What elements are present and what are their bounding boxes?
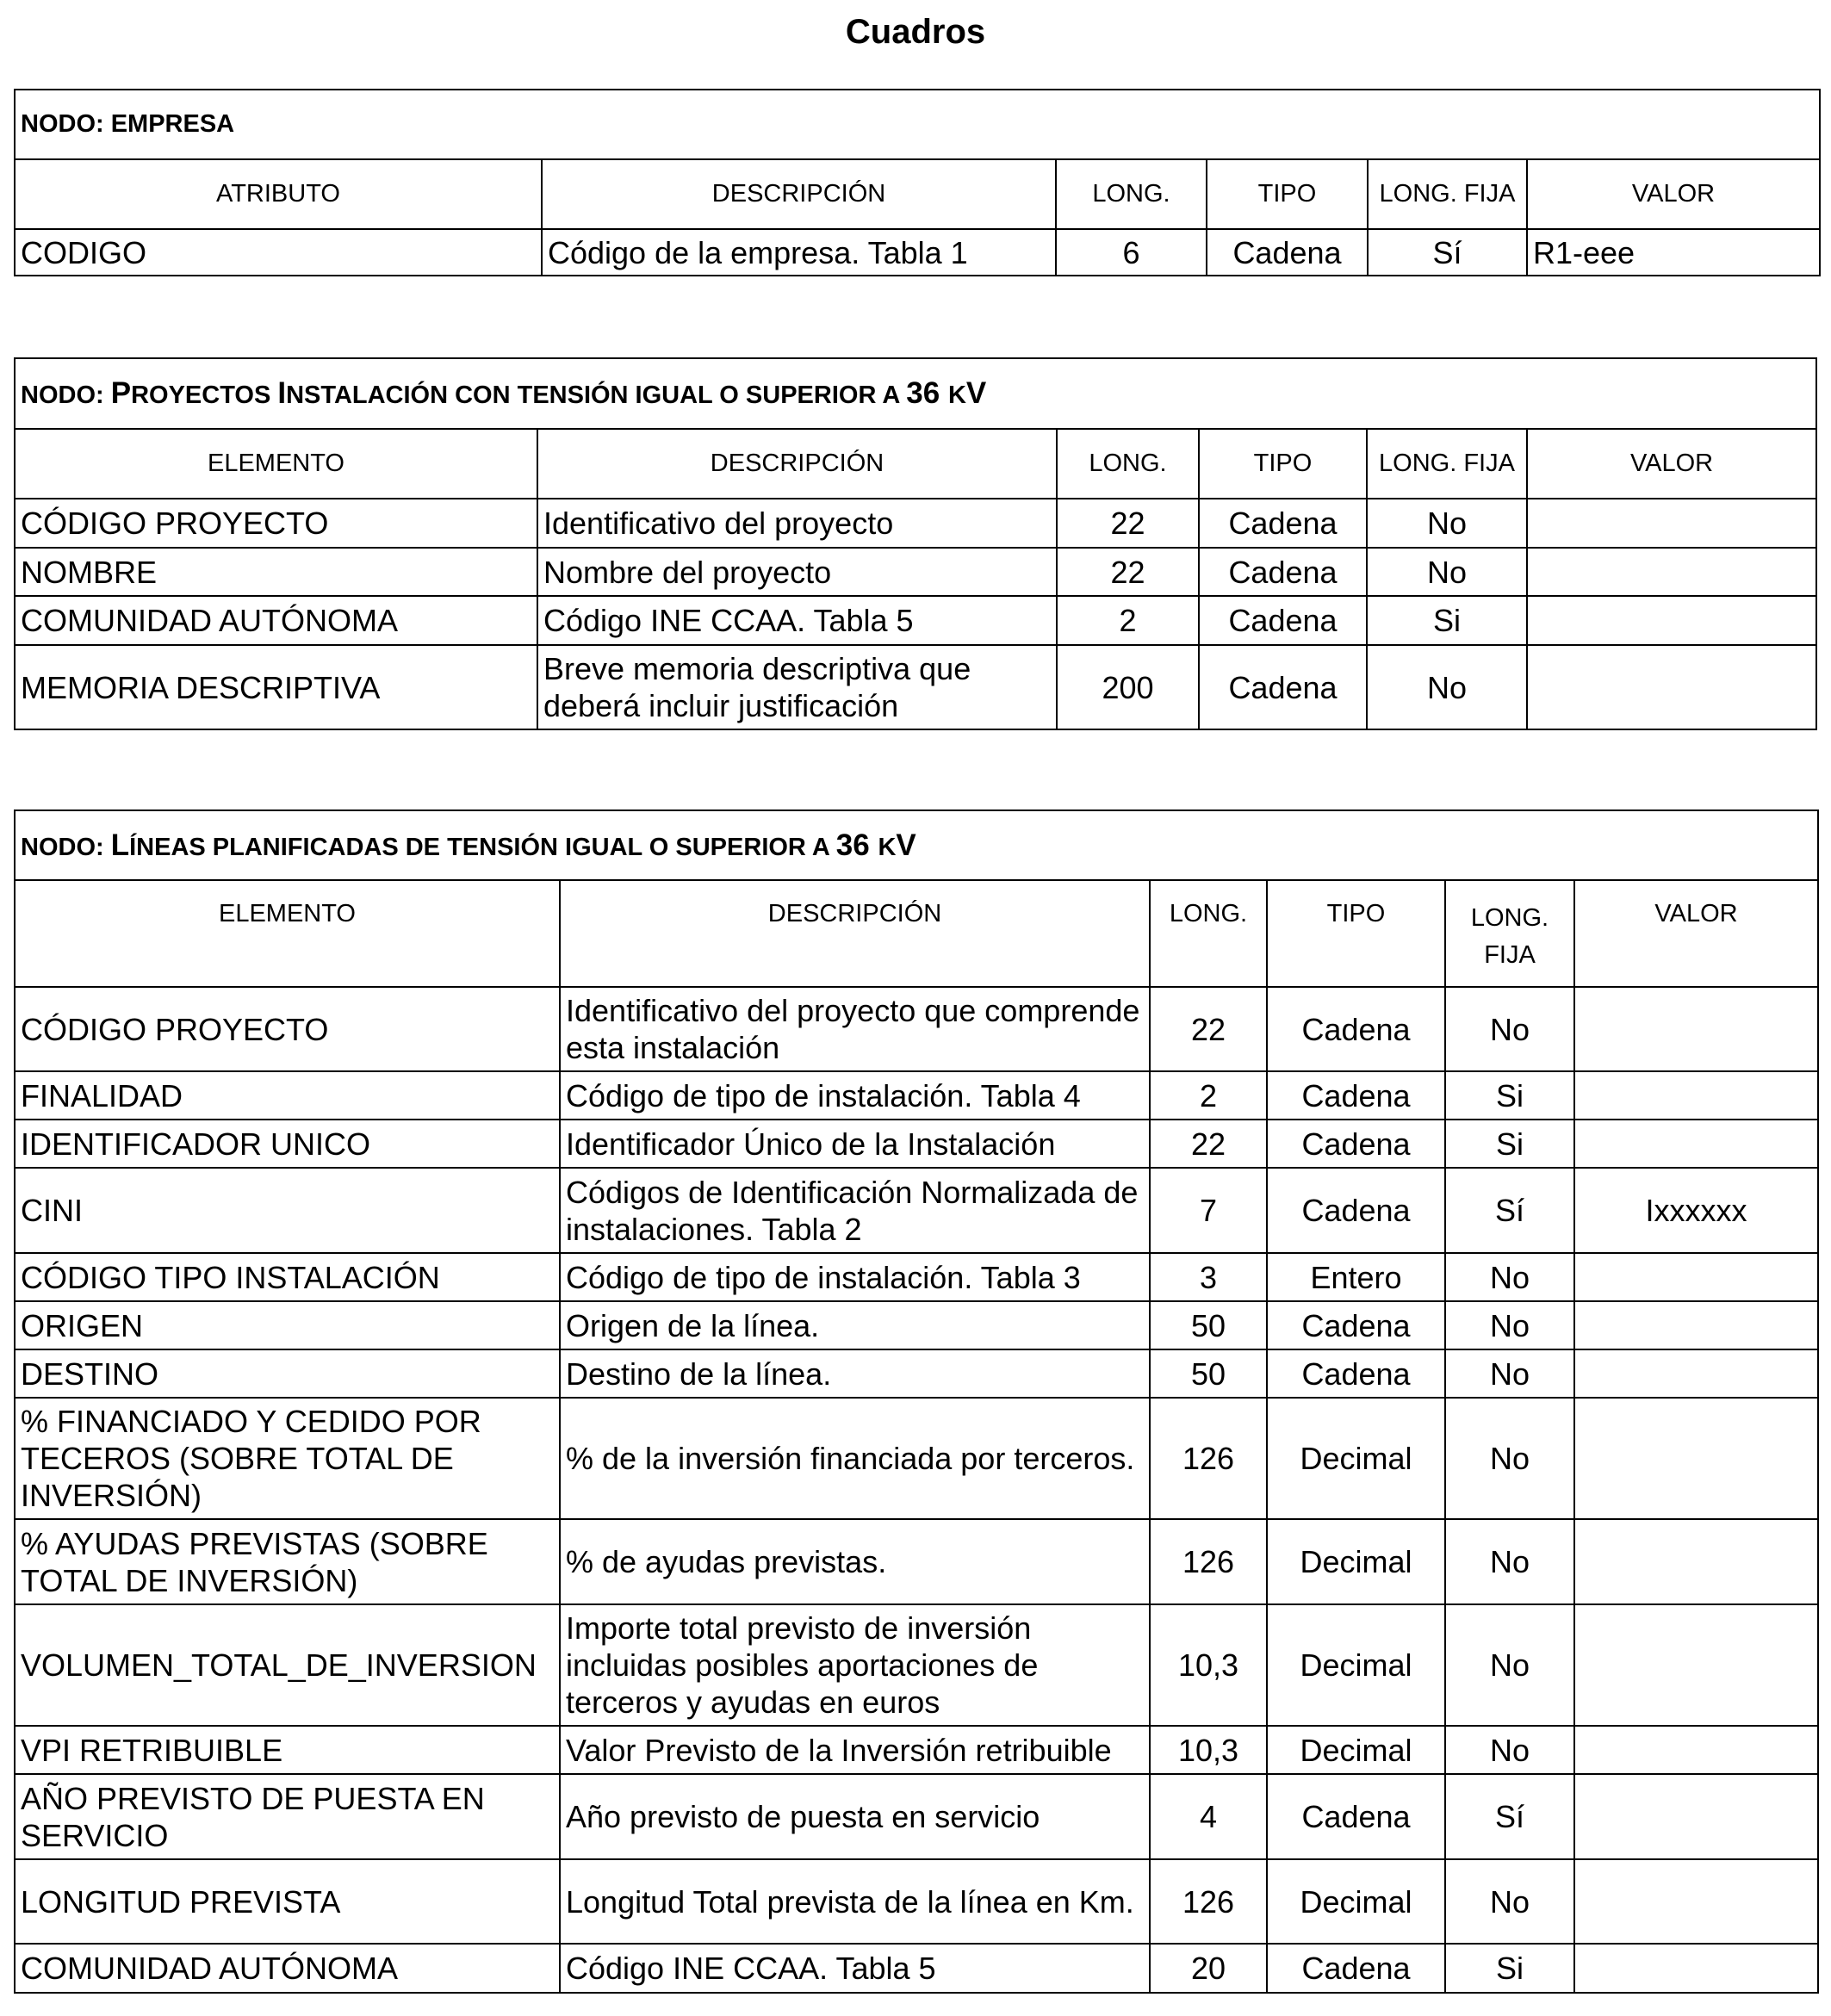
cell-element: COMUNIDAD AUTÓNOMA (15, 596, 537, 645)
table-row (15, 499, 1816, 548)
cell-type: Cadena (1199, 645, 1367, 729)
cell-length: 7 (1150, 1168, 1267, 1253)
cell-element: FINALIDAD (15, 1071, 560, 1120)
cell-value: R1-eee (1527, 229, 1820, 276)
column-header: LONG. FIJA (1368, 159, 1527, 229)
cell-element: CÓDIGO TIPO INSTALACIÓN (15, 1253, 560, 1301)
column-header: LONG. (1150, 880, 1267, 987)
node-header: NODO: LÍNEAS PLANIFICADAS DE TENSIÓN IGUAL O SUPERIOR A 36 KV (15, 810, 1818, 880)
cell-fixed-length: No (1445, 987, 1574, 1071)
cell-value (1527, 499, 1816, 548)
cell-length: 2 (1150, 1071, 1267, 1120)
cell-value (1574, 1120, 1818, 1168)
cell-length: 200 (1057, 645, 1199, 729)
cell-fixed-length: Sí (1445, 1168, 1574, 1253)
cell-fixed-length: No (1445, 1519, 1574, 1604)
cell-element: IDENTIFICADOR UNICO (15, 1120, 560, 1168)
cell-element: VOLUMEN_TOTAL_DE_INVERSION (15, 1604, 560, 1726)
cell-type: Decimal (1267, 1519, 1445, 1604)
cell-type: Decimal (1267, 1859, 1445, 1944)
cell-length: 22 (1150, 1120, 1267, 1168)
cell-type: Cadena (1199, 499, 1367, 548)
cell-length: 10,3 (1150, 1726, 1267, 1774)
column-header: ELEMENTO (15, 880, 560, 987)
cell-type: Cadena (1267, 1301, 1445, 1349)
cell-element: VPI RETRIBUIBLE (15, 1726, 560, 1774)
table-row (15, 1726, 1818, 1774)
table-row (15, 1168, 1818, 1253)
column-header: DESCRIPCIÓN (560, 880, 1150, 987)
cell-element: % AYUDAS PREVISTAS (SOBRE TOTAL DE INVERSIÓN) (15, 1519, 560, 1604)
table-row (15, 1120, 1818, 1168)
table-row (15, 1398, 1818, 1519)
table-row (15, 1253, 1818, 1301)
cell-description: Breve memoria descriptiva que deberá incluir justificación (537, 645, 1057, 729)
cell-value (1574, 1944, 1818, 1993)
cell-element: CÓDIGO PROYECTO (15, 987, 560, 1071)
cell-element: NOMBRE (15, 548, 537, 596)
cell-length: 50 (1150, 1301, 1267, 1349)
cell-value (1574, 1301, 1818, 1349)
cell-value (1574, 1349, 1818, 1398)
cell-type: Decimal (1267, 1398, 1445, 1519)
cell-value: Ixxxxxx (1574, 1168, 1818, 1253)
cell-fixed-length: No (1445, 1604, 1574, 1726)
cell-length: 22 (1057, 548, 1199, 596)
node-table-proyectos (14, 357, 1817, 730)
cell-fixed-length: No (1445, 1726, 1574, 1774)
cell-type: Cadena (1267, 1944, 1445, 1993)
column-header: LONG. (1057, 429, 1199, 499)
cell-fixed-length: Sí (1368, 229, 1527, 276)
table-row (15, 1519, 1818, 1604)
table-row (15, 1301, 1818, 1349)
cell-description: Código de tipo de instalación. Tabla 4 (560, 1071, 1150, 1120)
cell-description: Código INE CCAA. Tabla 5 (537, 596, 1057, 645)
cell-description: Código de la empresa. Tabla 1 (542, 229, 1056, 276)
cell-value (1574, 1726, 1818, 1774)
cell-description: Longitud Total prevista de la línea en Km. (560, 1859, 1150, 1944)
cell-element: ORIGEN (15, 1301, 560, 1349)
cell-value (1527, 645, 1816, 729)
cell-value (1574, 1071, 1818, 1120)
cell-value (1527, 596, 1816, 645)
cell-description: Identificativo del proyecto (537, 499, 1057, 548)
table-row (15, 987, 1818, 1071)
cell-length: 126 (1150, 1519, 1267, 1604)
cell-value (1574, 1519, 1818, 1604)
cell-element: AÑO PREVISTO DE PUESTA EN SERVICIO (15, 1774, 560, 1859)
cell-value (1574, 1774, 1818, 1859)
table-row (15, 1349, 1818, 1398)
cell-length: 3 (1150, 1253, 1267, 1301)
node-header: NODO: EMPRESA (15, 90, 1820, 159)
column-header: VALOR (1527, 429, 1816, 499)
cell-element: MEMORIA DESCRIPTIVA (15, 645, 537, 729)
cell-type: Decimal (1267, 1604, 1445, 1726)
cell-value (1574, 987, 1818, 1071)
cell-description: Origen de la línea. (560, 1301, 1150, 1349)
cell-length: 126 (1150, 1859, 1267, 1944)
cell-type: Cadena (1267, 1120, 1445, 1168)
cell-description: Código INE CCAA. Tabla 5 (560, 1944, 1150, 1993)
column-header: VALOR (1527, 159, 1820, 229)
cell-length: 6 (1056, 229, 1207, 276)
cell-type: Cadena (1267, 1071, 1445, 1120)
table-row (15, 1774, 1818, 1859)
cell-length: 10,3 (1150, 1604, 1267, 1726)
cell-fixed-length: No (1367, 645, 1527, 729)
cell-type: Cadena (1207, 229, 1368, 276)
column-header: LONG. FIJA (1367, 429, 1527, 499)
cell-element: CINI (15, 1168, 560, 1253)
node-table-lineas (14, 810, 1819, 1994)
cell-value (1574, 1398, 1818, 1519)
cell-description: % de ayudas previstas. (560, 1519, 1150, 1604)
cell-length: 22 (1150, 987, 1267, 1071)
column-header: DESCRIPCIÓN (537, 429, 1057, 499)
column-header: TIPO (1199, 429, 1367, 499)
cell-length: 20 (1150, 1944, 1267, 1993)
cell-description: Importe total previsto de inversión incluidas posibles aportaciones de terceros y ayudas en euros (560, 1604, 1150, 1726)
cell-description: Códigos de Identificación Normalizada de instalaciones. Tabla 2 (560, 1168, 1150, 1253)
cell-length: 22 (1057, 499, 1199, 548)
cell-type: Cadena (1199, 596, 1367, 645)
cell-length: 126 (1150, 1398, 1267, 1519)
node-table-empresa (14, 89, 1821, 276)
cell-type: Decimal (1267, 1726, 1445, 1774)
cell-fixed-length: Si (1367, 596, 1527, 645)
cell-fixed-length: No (1445, 1253, 1574, 1301)
cell-description: Identificador Único de la Instalación (560, 1120, 1150, 1168)
column-header: ATRIBUTO (15, 159, 542, 229)
column-header: DESCRIPCIÓN (542, 159, 1056, 229)
cell-value (1574, 1253, 1818, 1301)
cell-description: % de la inversión financiada por terceros. (560, 1398, 1150, 1519)
cell-description: Valor Previsto de la Inversión retribuible (560, 1726, 1150, 1774)
cell-length: 4 (1150, 1774, 1267, 1859)
cell-element: LONGITUD PREVISTA (15, 1859, 560, 1944)
table-row (15, 229, 1820, 276)
cell-fixed-length: No (1445, 1301, 1574, 1349)
table-row (15, 1859, 1818, 1944)
column-header: TIPO (1267, 880, 1445, 987)
cell-description: Año previsto de puesta en servicio (560, 1774, 1150, 1859)
cell-type: Entero (1267, 1253, 1445, 1301)
cell-length: 2 (1057, 596, 1199, 645)
cell-fixed-length: No (1445, 1859, 1574, 1944)
cell-fixed-length: No (1367, 548, 1527, 596)
cell-fixed-length: Sí (1445, 1774, 1574, 1859)
table-row (15, 1604, 1818, 1726)
cell-fixed-length: No (1367, 499, 1527, 548)
node-header: NODO: PROYECTOS INSTALACIÓN CON TENSIÓN IGUAL O SUPERIOR A 36 KV (15, 358, 1816, 429)
column-header: TIPO (1207, 159, 1368, 229)
cell-value (1527, 548, 1816, 596)
cell-type: Cadena (1199, 548, 1367, 596)
cell-value (1574, 1604, 1818, 1726)
cell-value (1574, 1859, 1818, 1944)
cell-type: Cadena (1267, 1168, 1445, 1253)
cell-fixed-length: No (1445, 1398, 1574, 1519)
table-row (15, 1944, 1818, 1993)
cell-length: 50 (1150, 1349, 1267, 1398)
table-row (15, 1071, 1818, 1120)
cell-element: CÓDIGO PROYECTO (15, 499, 537, 548)
column-header: LONG. (1056, 159, 1207, 229)
table-row (15, 596, 1816, 645)
cell-description: Nombre del proyecto (537, 548, 1057, 596)
cell-fixed-length: No (1445, 1349, 1574, 1398)
cell-fixed-length: Si (1445, 1071, 1574, 1120)
cell-element: % FINANCIADO Y CEDIDO POR TECEROS (SOBRE TOTAL DE INVERSIÓN) (15, 1398, 560, 1519)
cell-description: Identificativo del proyecto que comprende esta instalación (560, 987, 1150, 1071)
table-row (15, 645, 1816, 729)
table-row (15, 548, 1816, 596)
page-title: Cuadros (845, 13, 986, 51)
column-header: LONG. FIJA (1445, 880, 1574, 987)
cell-attribute: CODIGO (15, 229, 542, 276)
cell-type: Cadena (1267, 987, 1445, 1071)
cell-type: Cadena (1267, 1774, 1445, 1859)
cell-description: Destino de la línea. (560, 1349, 1150, 1398)
cell-type: Cadena (1267, 1349, 1445, 1398)
cell-element: DESTINO (15, 1349, 560, 1398)
cell-element: COMUNIDAD AUTÓNOMA (15, 1944, 560, 1993)
column-header: ELEMENTO (15, 429, 537, 499)
column-header: VALOR (1574, 880, 1818, 987)
cell-fixed-length: Si (1445, 1944, 1574, 1993)
cell-fixed-length: Si (1445, 1120, 1574, 1168)
cell-description: Código de tipo de instalación. Tabla 3 (560, 1253, 1150, 1301)
